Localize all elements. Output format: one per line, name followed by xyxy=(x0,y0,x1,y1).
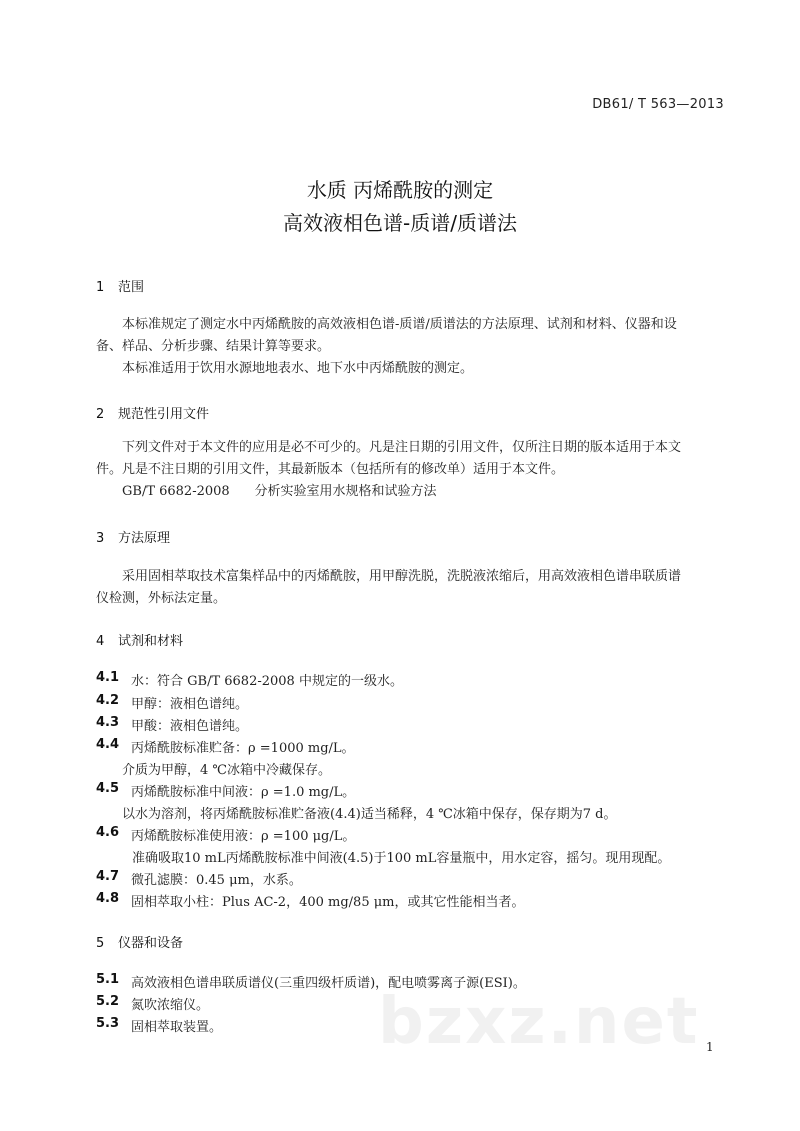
paragraph: 采用固相萃取技术富集样品中的丙烯酰胺，用甲醇洗脱，洗脱液浓缩后，用高效液相色谱串联质谱 xyxy=(122,569,682,584)
site-watermark: bzxz.net xyxy=(378,985,700,1059)
clause-number: 5.1 xyxy=(96,972,120,987)
section-title: 范围 xyxy=(118,280,145,295)
paragraph: 本标准适用于饮用水源地地表水、地下水中丙烯酰胺的测定。 xyxy=(122,361,474,376)
clause-number: 5.2 xyxy=(96,994,120,1009)
section-heading-scope xyxy=(96,276,144,295)
clause-number: 5.3 xyxy=(96,1016,120,1031)
section-heading-apparatus xyxy=(96,932,183,951)
clause-number: 4.3 xyxy=(96,715,120,730)
clause-text: 丙烯酰胺标准贮备：ρ =1000 mg/L。 xyxy=(131,741,355,756)
clause-number: 4.7 xyxy=(96,869,120,884)
clause-text: 水：符合 GB/T 6682-2008 中规定的一级水。 xyxy=(131,674,403,689)
clause-text: 丙烯酰胺标准中间液：ρ =1.0 mg/L。 xyxy=(131,785,356,800)
reference-entry: GB/T 6682-2008 分析实验室用水规格和试验方法 xyxy=(122,484,437,499)
clause-note: 准确吸取10 mL丙烯酰胺标准中间液(4.5)于100 mL容量瓶中，用水定容，摇匀。现用现配。 xyxy=(132,851,671,866)
paragraph: 备、样品、分析步骤、结果计算等要求。 xyxy=(96,339,331,354)
section-title: 规范性引用文件 xyxy=(118,407,210,422)
clause-text: 甲醇：液相色谱纯。 xyxy=(131,697,249,712)
section-number: 4 xyxy=(96,634,105,649)
clause-number: 4.4 xyxy=(96,737,120,752)
clause-text: 高效液相色谱串联质谱仪(三重四级杆质谱)，配电喷雾离子源(ESI)。 xyxy=(131,976,526,991)
section-title: 方法原理 xyxy=(118,531,171,546)
clause-number: 4.2 xyxy=(96,693,120,708)
clause-text: 甲酸：液相色谱纯。 xyxy=(131,719,249,734)
paragraph: 本标准规定了测定水中丙烯酰胺的高效液相色谱-质谱/质谱法的方法原理、试剂和材料、仪器和设 xyxy=(122,317,677,332)
clause-number: 4.8 xyxy=(96,891,120,906)
clause-text: 丙烯酰胺标准使用液：ρ =100 μg/L。 xyxy=(131,829,356,844)
clause-number: 4.6 xyxy=(96,825,120,840)
section-number: 5 xyxy=(96,936,105,951)
standard-code: DB61/ T 563—2013 xyxy=(592,97,724,112)
section-number: 1 xyxy=(96,280,105,295)
section-heading-normative-references xyxy=(96,403,209,422)
clause-note: 介质为甲醇，4 ℃冰箱中冷藏保存。 xyxy=(122,763,331,778)
section-number: 2 xyxy=(96,407,105,422)
clause-number: 4.1 xyxy=(96,670,120,685)
clause-note: 以水为溶剂，将丙烯酰胺标准贮备液(4.4)适当稀释，4 ℃冰箱中保存，保存期为7 d。 xyxy=(122,807,617,822)
section-title: 试剂和材料 xyxy=(118,634,184,649)
clause-text: 固相萃取装置。 xyxy=(131,1020,223,1035)
clause-text: 固相萃取小柱：Plus AC-2，400 mg/85 μm，或其它性能相当者。 xyxy=(131,895,525,910)
section-heading-reagents xyxy=(96,630,183,649)
section-number: 3 xyxy=(96,531,105,546)
clause-number: 4.5 xyxy=(96,781,120,796)
page-number: 1 xyxy=(706,1040,714,1054)
paragraph: 仪检测，外标法定量。 xyxy=(96,591,227,606)
clause-text: 微孔滤膜：0.45 μm，水系。 xyxy=(131,873,302,888)
document-title-line1: 水质 丙烯酰胺的测定 xyxy=(306,178,494,202)
section-title: 仪器和设备 xyxy=(118,936,184,951)
paragraph: 件。凡是不注日期的引用文件，其最新版本（包括所有的修改单）适用于本文件。 xyxy=(96,462,565,477)
section-heading-principle xyxy=(96,527,170,546)
paragraph: 下列文件对于本文件的应用是必不可少的。凡是注日期的引用文件，仅所注日期的版本适用于本文 xyxy=(122,440,682,455)
document-title-line2: 高效液相色谱-质谱/质谱法 xyxy=(283,211,517,235)
clause-text: 氮吹浓缩仪。 xyxy=(131,998,210,1013)
